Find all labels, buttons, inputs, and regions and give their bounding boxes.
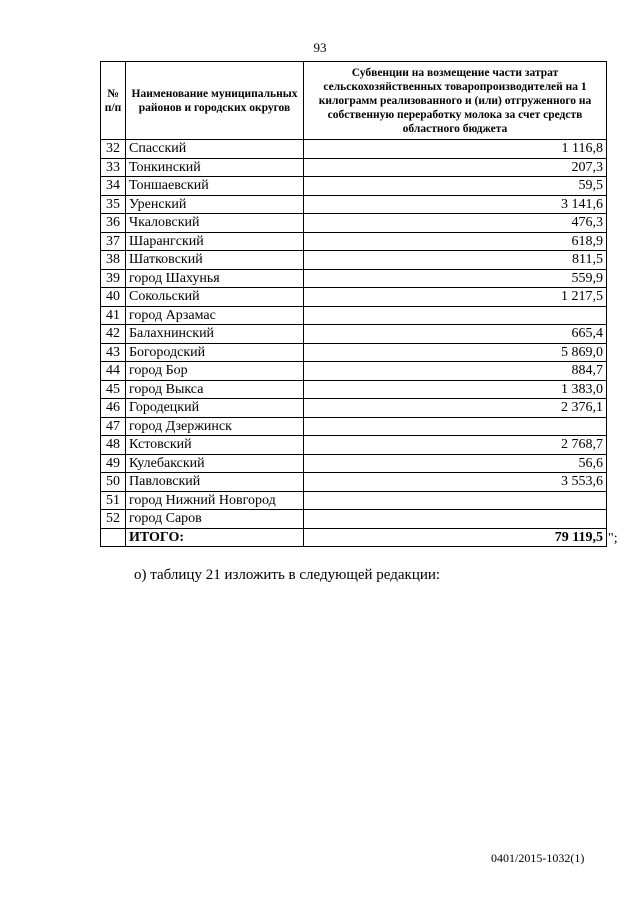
table-row [101,436,607,455]
row-number: 46 [101,399,126,418]
table-row [101,473,607,492]
table-row [101,343,607,362]
table-row [101,417,607,436]
district-name: город Бор [126,362,304,381]
table-row [101,195,607,214]
table-row [101,491,607,510]
row-number: 39 [101,269,126,288]
table-row [101,306,607,325]
header-num: № п/п [101,62,126,140]
subsidy-value: 476,3 [304,214,607,233]
row-number: 34 [101,177,126,196]
district-name: Павловский [126,473,304,492]
district-name: город Нижний Новгород [126,491,304,510]
table-row [101,232,607,251]
subsidy-value [304,306,607,325]
amendment-note: о) таблицу 21 изложить в следующей редакции: [134,567,441,583]
table-row [101,269,607,288]
subsidy-value: 3 141,6 [304,195,607,214]
table-row [101,177,607,196]
subsidy-table [100,61,607,547]
table-row [101,362,607,381]
subsidy-value [304,417,607,436]
district-name: Уренский [126,195,304,214]
table-row [101,251,607,270]
row-number: 49 [101,454,126,473]
closing-quote: "; [608,531,618,546]
district-name: Чкаловский [126,214,304,233]
district-name: Тонкинский [126,158,304,177]
table-body [101,140,607,529]
subsidy-value: 1 217,5 [304,288,607,307]
page-number: 93 [313,40,327,55]
table-row [101,158,607,177]
district-name: Шарангский [126,232,304,251]
subsidy-value: 618,9 [304,232,607,251]
row-number: 33 [101,158,126,177]
subsidy-value: 56,6 [304,454,607,473]
subsidy-value: 559,9 [304,269,607,288]
subsidy-value: 207,3 [304,158,607,177]
total-label: ИТОГО: [126,528,304,547]
row-number: 40 [101,288,126,307]
row-number: 41 [101,306,126,325]
header-value: Субвенции на возмещение части затрат сельскохозяйственных товаропроизводителей на 1 килограмм реализованного и (или) отгруженного на собственную переработку молока за счет средств областного бюджета [304,62,607,140]
table-header-row [101,62,607,140]
district-name: Балахнинский [126,325,304,344]
row-number: 32 [101,140,126,159]
district-name: Шатковский [126,251,304,270]
district-name: город Дзержинск [126,417,304,436]
district-name: Богородский [126,343,304,362]
district-name: Кстовский [126,436,304,455]
subsidy-value: 5 869,0 [304,343,607,362]
table-row [101,214,607,233]
document-code: 0401/2015-1032(1) [491,851,585,865]
row-number: 48 [101,436,126,455]
total-row [101,528,607,547]
subsidy-value [304,510,607,529]
district-name: Сокольский [126,288,304,307]
district-name: Кулебакский [126,454,304,473]
row-number: 38 [101,251,126,270]
row-number: 51 [101,491,126,510]
district-name: Городецкий [126,399,304,418]
district-name: Тоншаевский [126,177,304,196]
district-name: город Шахунья [126,269,304,288]
total-value: 79 119,5 [304,528,607,547]
subsidy-value: 811,5 [304,251,607,270]
subsidy-value: 1 116,8 [304,140,607,159]
table-row [101,399,607,418]
subsidy-value: 2 768,7 [304,436,607,455]
table-row [101,510,607,529]
subsidy-value: 884,7 [304,362,607,381]
table-row [101,288,607,307]
row-number: 37 [101,232,126,251]
district-name: город Выкса [126,380,304,399]
row-number: 42 [101,325,126,344]
row-number: 35 [101,195,126,214]
subsidy-value: 665,4 [304,325,607,344]
row-number: 36 [101,214,126,233]
table-row [101,140,607,159]
table-row [101,454,607,473]
subsidy-value: 3 553,6 [304,473,607,492]
row-number: 50 [101,473,126,492]
district-name: город Арзамас [126,306,304,325]
subsidy-value: 2 376,1 [304,399,607,418]
header-name: Наименование муниципальных районов и городских округов [126,62,304,140]
table-row [101,325,607,344]
row-number: 45 [101,380,126,399]
total-num-cell [101,528,126,547]
row-number: 52 [101,510,126,529]
district-name: город Саров [126,510,304,529]
subsidy-value: 1 383,0 [304,380,607,399]
row-number: 47 [101,417,126,436]
row-number: 43 [101,343,126,362]
table-row [101,380,607,399]
district-name: Спасский [126,140,304,159]
subsidy-value [304,491,607,510]
row-number: 44 [101,362,126,381]
subsidy-value: 59,5 [304,177,607,196]
